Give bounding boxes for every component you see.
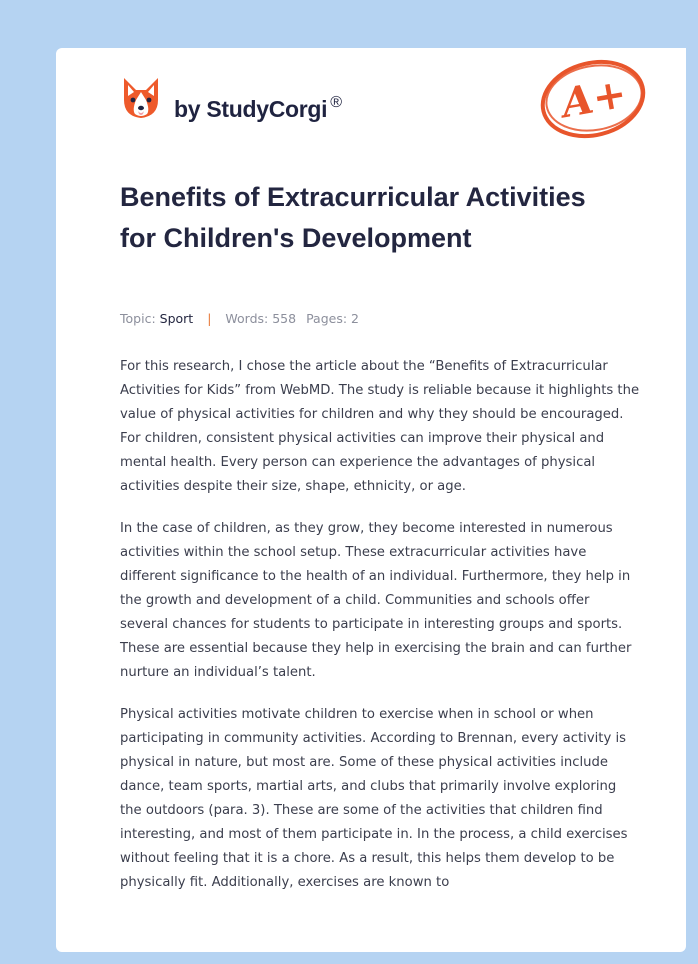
paragraph: In the case of children, as they grow, they become interested in numerous activities within the school setup. These extracurricular activities have different significance to the health of an individual. Furthermore, they help in the growth and development of a child. Communities and schools offer several chances for students to participate in interesting groups and sports. These are essential because they help in exercising the brain and can further nurture an individual’s talent. (120, 521, 632, 680)
grade-text: A+ (558, 69, 630, 128)
topic-label: Topic: (120, 311, 156, 326)
word-count: Words: 558 (225, 311, 297, 326)
topic-link[interactable]: Sport (159, 311, 194, 326)
page-title: Benefits of Extracurricular Activities for Children's Development (120, 182, 586, 253)
essay-body (120, 355, 640, 913)
registered-mark: ® (330, 94, 342, 111)
corgi-icon (120, 76, 162, 120)
page-count: Pages: 2 (306, 311, 359, 326)
grade-badge (538, 58, 648, 140)
brand-label: by StudyCorgi (174, 96, 328, 122)
document-meta (120, 311, 359, 326)
paragraph: Physical activities motivate children to exercise when in school or when participating in community activities. According to Brennan, every activity is physical in nature, but most are. Some of these physical activities include dance, team sports, martial arts, and clubs that primarily involve exploring the outdoors (para. 3). These are some of the activities that children find interesting, and most of them participate in. In the process, a child exercises without feeling that it is a chore. As a result, this helps them develop to be physically fit. Additionally, exercises are known to (120, 707, 628, 890)
document-page (56, 48, 686, 952)
meta-separator: | (207, 311, 212, 326)
paragraph: For this research, I chose the article about the “Benefits of Extracurricular Activities for Kids” from WebMD. The study is reliable because it highlights the value of physical activities for children and why they should be encouraged. For children, consistent physical activities can improve their physical and mental health. Every person can experience the advantages of physical activities despite their size, shape, ethnicity, or age. (120, 359, 640, 494)
brand-name[interactable] (174, 94, 342, 123)
